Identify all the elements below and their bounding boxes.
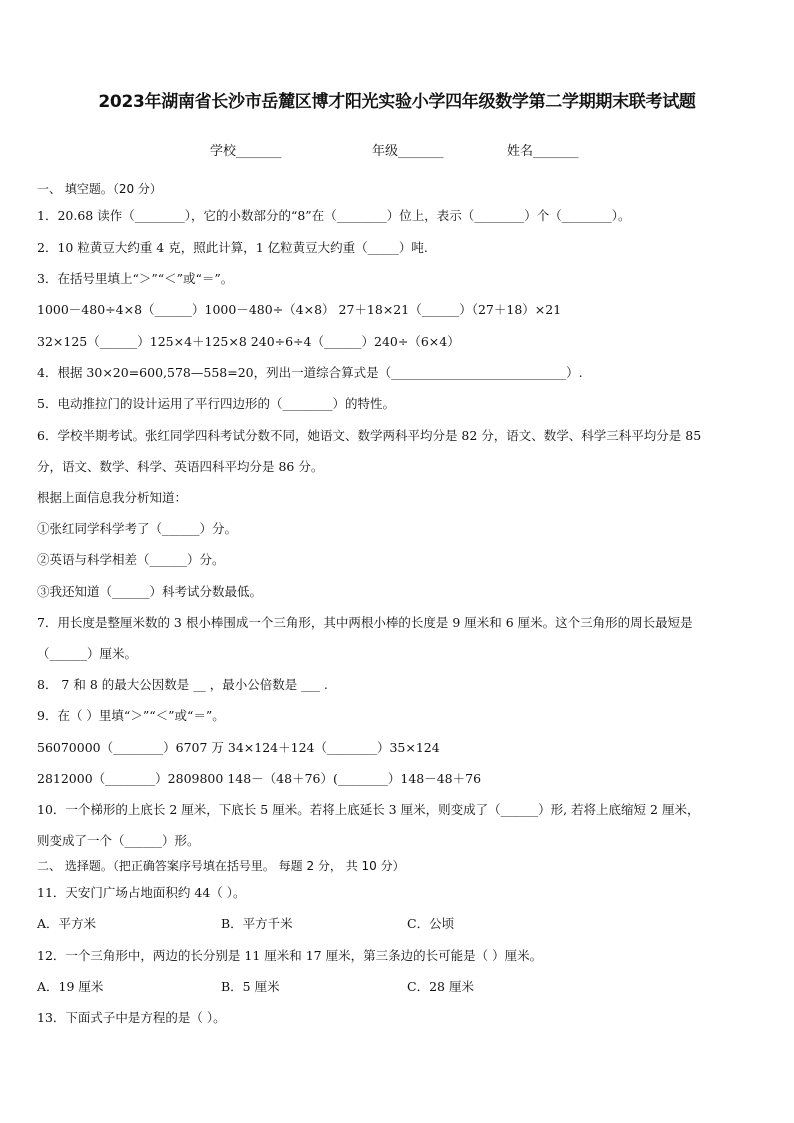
question-7: 7．用长度是整厘米数的 3 根小棒围成一个三角形，其中两根小棒的长度是 9 厘米和 6 厘米。这个三角形的周长最短是 bbox=[37, 615, 693, 630]
question-3-row-1: 1000－480÷4×8（______）1000－480÷（4×8） 27＋18×21（______）（27＋18）×21 bbox=[37, 302, 562, 317]
question-8: 8． 7 和 8 的最大公因数是 __ ，最小公倍数是 ___ . bbox=[37, 677, 328, 692]
option-c: C．公顷 bbox=[407, 916, 455, 931]
question-4: 4．根据 30×20=600,578—558=20，列出一道综合算式是（____________________________）. bbox=[37, 365, 583, 380]
question-12-options bbox=[37, 979, 474, 995]
option-a: A．19 厘米 bbox=[37, 979, 104, 994]
section-fill-in-heading: 一、 填空题。（20 分） bbox=[37, 182, 162, 196]
question-6-part-1: ①张红同学科学考了（______）分。 bbox=[37, 521, 238, 536]
question-10: 10．一个梯形的上底长 2 厘米，下底长 5 厘米。若将上底延长 3 厘米，则变成了（______）形, 若将上底缩短 2 厘米， bbox=[37, 802, 700, 817]
question-1: 1．20.68 读作（________），它的小数部分的“8”在（________）位上，表示（________）个（________）。 bbox=[37, 208, 631, 223]
question-11-options bbox=[37, 916, 454, 932]
question-6-intro: 根据上面信息我分析知道： bbox=[37, 490, 188, 505]
question-7-cont: （______）厘米。 bbox=[37, 646, 138, 661]
question-5: 5．电动推拉门的设计运用了平行四边形的（________）的特性。 bbox=[37, 396, 395, 411]
name-field: 姓名_______ bbox=[507, 144, 579, 159]
question-3: 3．在括号里填上“＞”“＜”或“＝”。 bbox=[37, 271, 234, 286]
question-9: 9．在（ ）里填“＞”“＜”或“＝”。 bbox=[37, 708, 225, 723]
option-c: C．28 厘米 bbox=[407, 979, 474, 994]
school-field: 学校_______ bbox=[210, 144, 282, 159]
question-9-row-1: 56070000（________）6707 万 34×124＋124（________）35×124 bbox=[37, 740, 440, 755]
question-6-part-2: ②英语与科学相差（______）分。 bbox=[37, 552, 225, 567]
option-b: B．平方千米 bbox=[221, 916, 293, 931]
section-choice-heading: 二、 选择题。（把正确答案序号填在括号里。 每题 2 分， 共 10 分） bbox=[37, 859, 405, 873]
question-6: 6．学校半期考试。张红同学四科考试分数不同，她语文、数学两科平均分是 82 分，语文、数学、科学三科平均分是 85 bbox=[37, 428, 702, 443]
question-12: 12．一个三角形中，两边的长分别是 11 厘米和 17 厘米，第三条边的长可能是（ ）厘米。 bbox=[37, 948, 543, 963]
question-10-cont: 则变成了一个（______）形。 bbox=[37, 833, 200, 848]
question-6-cont: 分，语文、数学、科学、英语四科平均分是 86 分。 bbox=[37, 459, 324, 474]
page-title: 2023年湖南省长沙市岳麓区博才阳光实验小学四年级数学第二学期期末联考试题 bbox=[98, 92, 696, 112]
question-2: 2．10 粒黄豆大约重 4 克，照此计算，1 亿粒黄豆大约重（_____）吨. bbox=[37, 240, 428, 255]
option-b: B．5 厘米 bbox=[221, 979, 280, 994]
option-a: A．平方米 bbox=[37, 916, 97, 931]
question-11: 11．天安门广场占地面积约 44（ ）。 bbox=[37, 885, 246, 900]
question-6-part-3: ③我还知道（______）科考试分数最低。 bbox=[37, 584, 263, 599]
question-13: 13．下面式子中是方程的是（ ）。 bbox=[37, 1010, 226, 1025]
grade-field: 年级_______ bbox=[372, 144, 444, 159]
question-9-row-2: 2812000（________）2809800 148－（48＋76）(________）148－48＋76 bbox=[37, 771, 482, 786]
question-3-row-2: 32×125（______）125×4＋125×8 240÷6÷4（______）240÷（6×4） bbox=[37, 334, 460, 349]
